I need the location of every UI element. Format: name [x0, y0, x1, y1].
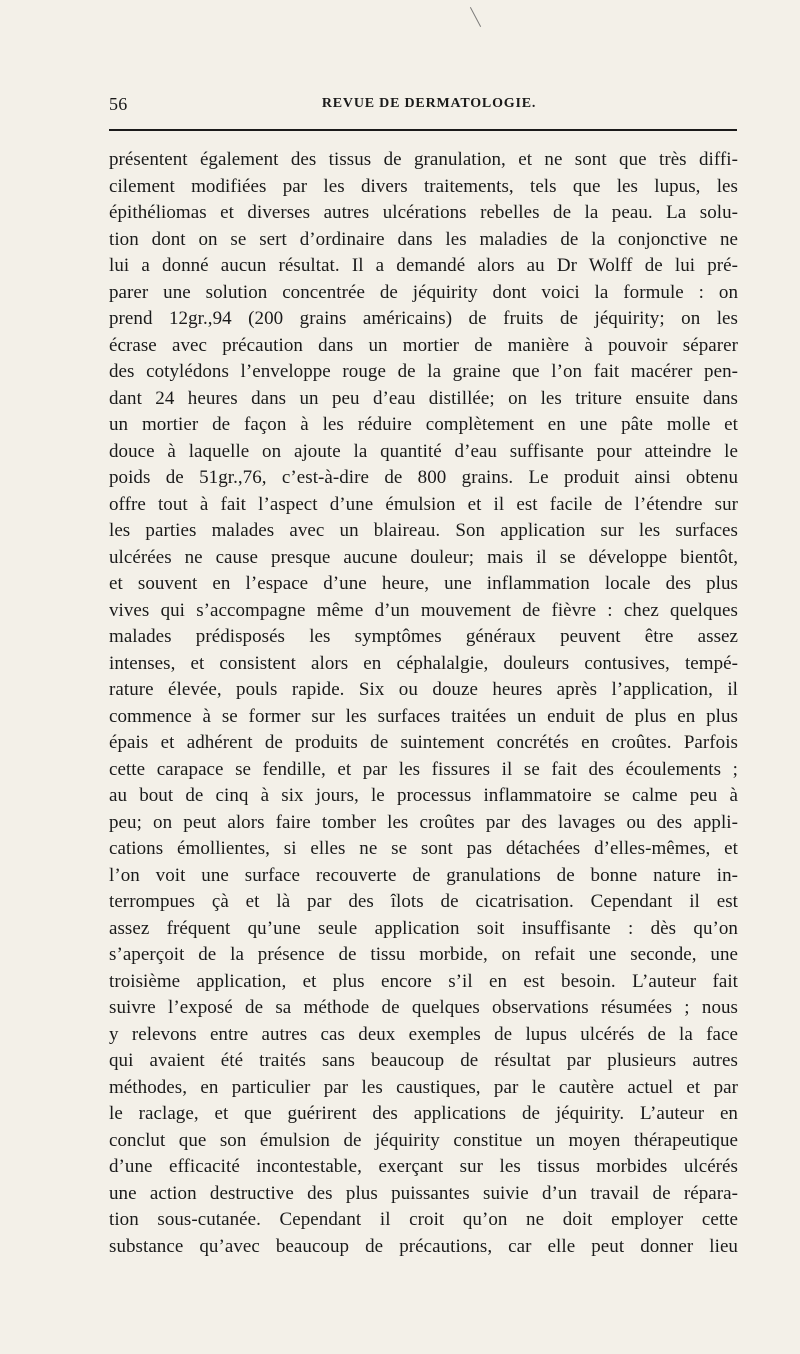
text-line: commence à se former sur les surfaces traitées un enduit de plus en plus	[109, 705, 738, 727]
page-number: 56	[109, 94, 128, 114]
text-line: parer une solution concentrée de jéquirity dont voici la formule : on	[109, 281, 738, 303]
text-line: écrase avec précaution dans un mortier de manière à pouvoir séparer	[109, 334, 738, 356]
text-line: douce à laquelle on ajoute la quantité d’eau suffisante pour atteindre le	[109, 440, 738, 462]
text-line: au bout de cinq à six jours, le processus inflammatoire se calme peu à	[109, 785, 738, 806]
text-line: poids de 51gr.,76, c’est-à-dire de 800 grains. Le produit ainsi obtenu	[109, 467, 738, 488]
text-line: présentent également des tissus de granulation, et ne sont que très diffi-	[109, 149, 738, 170]
text-line: tion dont on se sert d’ordinaire dans les maladies de la conjonctive ne	[109, 228, 738, 250]
text-line: troisième application, et plus encore s’il en est besoin. L’auteur fait	[109, 970, 738, 992]
text-line: et souvent en l’espace d’une heure, une inflammation locale des plus	[109, 573, 738, 594]
text-line: épithéliomas et diverses autres ulcérations rebelles de la peau. La solu-	[109, 202, 738, 223]
text-line: qui avaient été traités sans beaucoup de résultat par plusieurs autres	[109, 1050, 738, 1071]
text-line: prend 12gr.,94 (200 grains américains) de fruits de jéquirity; on les	[109, 308, 738, 329]
text-line: cations émollientes, si elles ne se sont pas détachées d’elles-mêmes, et	[109, 838, 738, 859]
text-line: une action destructive des plus puissantes suivie d’un travail de répara-	[109, 1182, 738, 1204]
text-line: peu; on peut alors faire tomber les croûtes par des lavages ou des appli-	[109, 811, 738, 833]
text-line: suivre l’exposé de sa méthode de quelques observations résumées ; nous	[109, 997, 738, 1018]
text-line: s’aperçoit de la présence de tissu morbide, on refait une seconde, une	[109, 944, 738, 965]
text-line: d’une efficacité incontestable, exerçant sur les tissus morbides ulcérés	[109, 1156, 738, 1177]
text-line: offre tout à fait l’aspect d’une émulsion et il est facile de l’étendre sur	[109, 493, 738, 515]
journal-title: REVUE DE DERMATOLOGIE.	[321, 96, 537, 111]
running-header	[109, 92, 739, 116]
text-line: conclut que son émulsion de jéquirity constitue un moyen thérapeutique	[109, 1129, 738, 1151]
text-line: intenses, et consistent alors en céphalalgie, douleurs contusives, tempé-	[109, 652, 738, 674]
text-line: assez fréquent qu’une seule application soit insuffisante : dès qu’on	[109, 917, 738, 939]
scan-mark	[470, 7, 481, 27]
text-line: des cotylédons l’enveloppe rouge de la graine que l’on fait macérer pen-	[109, 361, 738, 382]
text-line: substance qu’avec beaucoup de précautions, car elle peut donner lieu	[109, 1235, 738, 1257]
text-line: rature élevée, pouls rapide. Six ou douze heures après l’application, il	[109, 679, 738, 700]
text-line: épais et adhérent de produits de suintement concrétés en croûtes. Parfois	[109, 732, 738, 753]
text-line: lui a donné aucun résultat. Il a demandé alors au Dr Wolff de lui pré-	[109, 255, 738, 276]
text-line: cilement modifiées par les divers traitements, tels que les lupus, les	[109, 175, 738, 197]
header-rule	[109, 129, 737, 131]
text-line: le raclage, et que guérirent des applications de jéquirity. L’auteur en	[109, 1103, 738, 1124]
text-line: cette carapace se fendille, et par les fissures il se fait des écoulements ;	[109, 758, 738, 780]
text-line: l’on voit une surface recouverte de granulations de bonne nature in-	[109, 864, 738, 886]
text-line: tion sous-cutanée. Cependant il croit qu’on ne doit employer cette	[109, 1209, 738, 1230]
text-line: un mortier de façon à les réduire complètement en une pâte molle et	[109, 414, 738, 435]
text-line: terrompues çà et là par des îlots de cicatrisation. Cependant il est	[109, 891, 738, 912]
text-line: ulcérées ne cause presque aucune douleur; mais il se développe bientôt,	[109, 546, 738, 568]
text-line: les parties malades avec un blaireau. Son application sur les surfaces	[109, 520, 738, 541]
text-line: malades prédisposés les symptômes généraux peuvent être assez	[109, 626, 738, 647]
text-line: méthodes, en particulier par les caustiques, par le cautère actuel et par	[109, 1076, 738, 1098]
article-text	[109, 147, 738, 1260]
text-line: dant 24 heures dans un peu d’eau distillée; on les triture ensuite dans	[109, 387, 738, 409]
text-line: vives qui s’accompagne même d’un mouvement de fièvre : chez quelques	[109, 599, 738, 621]
text-line: y relevons entre autres cas deux exemples de lupus ulcérés de la face	[109, 1023, 738, 1045]
